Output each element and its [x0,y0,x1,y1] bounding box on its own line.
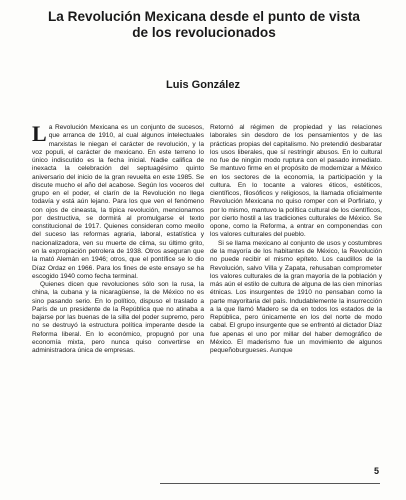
paragraph: Quienes dicen que revoluciones sólo son la rusa, la china, la cubana y la nicaragüense, la de México no es sino pasando serio. En lo político, dispuso el traslado a París de un presidente de la República que no atinaba a bajarse por las buenas de la silla del poder supremo, pero no se destruyó la estructura política imperante desde la Reforma liberal. En lo económico, propugnó por una economía mixta, pero nunca quiso convertirse en administradora única de empresas. [32,281,204,355]
article-title [14,9,394,41]
right-column [210,124,382,355]
paragraph: Retornó al régimen de propiedad y las relaciones laborales sin desdoro de los pensamientos y de las prácticas propias del capitalismo. No pretendió desbaratar los usos liberales, que sí restringir abusos. En lo cultural no fue de ningún modo ruptura con el pasado inmediato. Se mantuvo firme en el propósito de modernizar a México en los sectores de la economía, la participación y la cultura. En lo tocante a valores éticos, estéticos, científicos, filosóficos y religiosos, la llamada oficialmente Revolución Mexicana no quiso romper con el Porfiriato, y por lo mismo, mantuvo la política cultural de los científicos, por cierto hostil a las tradiciones culturales de México. Se opone, como la Reforma, a entrar en componendas con los valores culturales del pueblo. [210,124,382,239]
paragraph [32,121,204,281]
drop-cap: L [32,121,47,146]
title-line-1: La Revolución Mexicana desde el punto de vista [48,9,360,24]
paragraph-text: a Revolución Mexicana es un conjunto de sucesos, que arranca de 1910, al cual algunos intelectuales marxistas le niegan el carácter de revolución, y la voz populi, el carácter de mexicano. En este terreno lo único indiscutido es la fecha inicial. Nadie califica de inexacta la celebración del septuagésimo quinto aniversario del inicio de la gran revuelta en este 1985. Se discute mucho el año del acabose. Según los voceros del grupo en el poder, el clarín de la Revolución no llega todavía y está aún lejano. Para los que ven el fenómeno con ojos de cineasta, la típica revolución, mencionamos por destructiva, se dormirá al promulgarse el texto constitucional de 1917. Quienes consideran como meollo del suceso las reformas agraria, laboral, estatística y nacionalizadora, ven su muerte de clima, su último grito, en la expropiación petrolera de 1938. Otros aseguran que la mató Alemán en 1946; otros, que el pontífice se lo dio Díaz Ordaz en 1966. Para los fines de este ensayo se ha escogido 1940 como fecha terminal. [32,124,204,280]
footer-rule [160,483,380,484]
title-line-2: de los revolucionados [132,25,276,40]
paragraph: Si se llama mexicano al conjunto de usos y costumbres de la mayoría de los habitantes de México, la Revolución no puede recibir el mismo epíteto. Los caudillos de la Revolución, salvo Villa y Zapata, rehusaban comprometer los valores culturales de la gran mayoría de la población y más aún el estilo de cultura de alguna de las cien minorías étnicas. Los insurgentes de 1910 no pensaban como la parte mayoritaria del país. Indudablemente la insurrección a la que llamó Madero se da en todos los estados de la República, pero únicamente en los del norte de modo cabal. El grupo insurgente que se enfrentó al dictador Díaz fue apenas el uno por millar del haber demográfico de México. El maderismo fue un movimiento de algunos pequeñoburgueses. Aunque [210,239,382,355]
page-number: 5 [374,466,380,476]
left-column [32,121,204,355]
author-name: Luis González [166,79,240,91]
